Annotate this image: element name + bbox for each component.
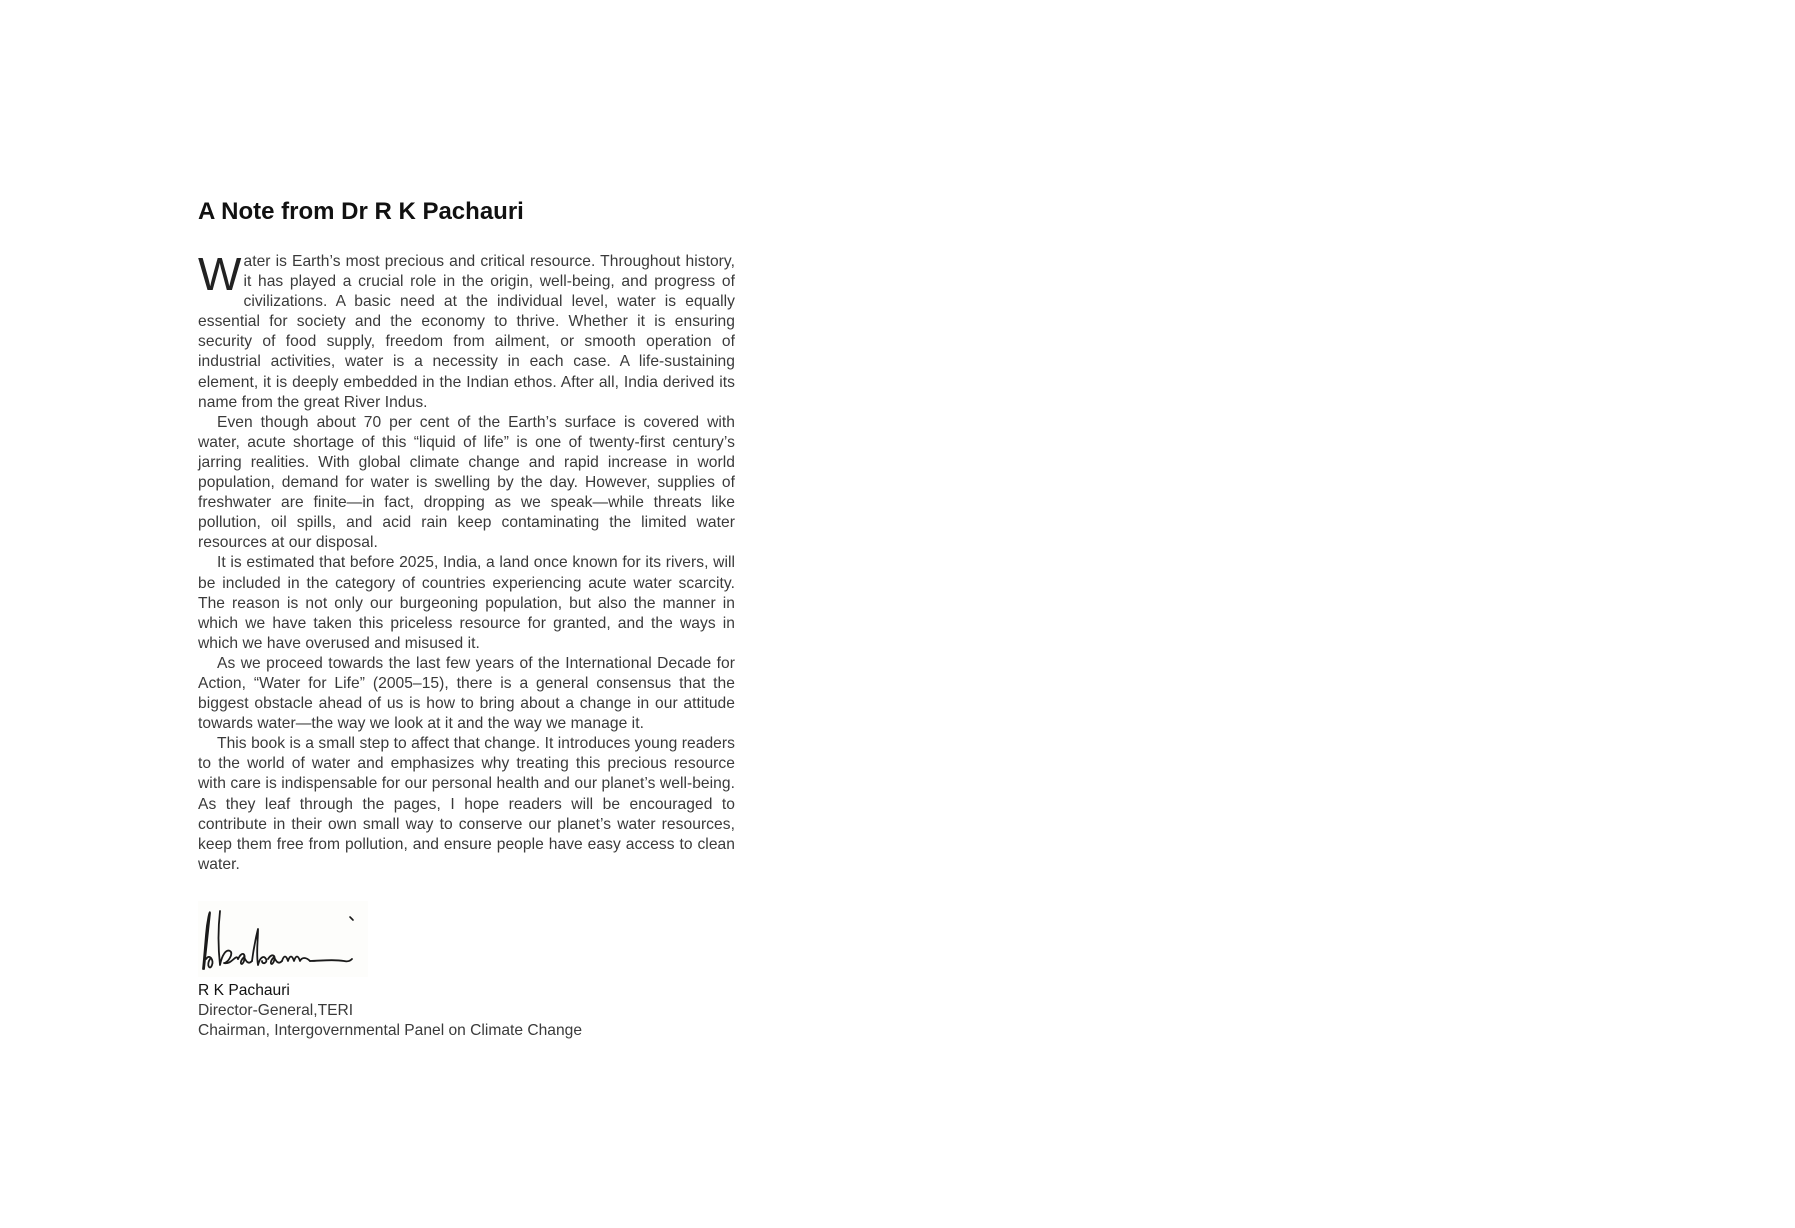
paragraph-4: As we proceed towards the last few years of the International Decade for Action, “Water for Life” (2005–15), there is a general consensus that the biggest obstacle ahead of us is how to bring about a change in our attitude towards water—the way we look at it and the way we manage it. <box>198 654 735 733</box>
signatory-block <box>198 981 735 1041</box>
signatory-name: R K Pachauri <box>198 981 290 999</box>
signatory-title-2: Chairman, Intergovernmental Panel on Climate Change <box>198 1022 582 1040</box>
document-page <box>198 196 735 1041</box>
paragraph-2: Even though about 70 per cent of the Earth’s surface is covered with water, acute shortage of this “liquid of life” is one of twenty-first century’s jarring realities. With global climate change and rapid increase in world population, demand for water is swelling by the day. However, supplies of freshwater are finite—in fact, dropping as we speak—while threats like pollution, oil spills, and acid rain keep contaminating the limited water resources at our disposal. <box>198 413 735 552</box>
body-text <box>198 248 735 875</box>
signatory-title-1: Director-General,TERI <box>198 1002 354 1019</box>
paragraph-1 <box>198 248 735 413</box>
paragraph-1-text: ater is Earth’s most precious and critical resource. Throughout history, it has played a crucial role in the origin, well-being, and progress of civilizations. A basic need at the individual level, water is equally essential for society and the economy to thrive. Whether it is ensuring security of food supply, freedom from ailment, or smooth operation of industrial activities, water is a necessity in each case. A life-sustaining element, it is deeply embedded in the Indian ethos. After all, India derived its name from the great River Indus. <box>198 253 735 411</box>
signature-image <box>198 901 368 977</box>
page-title: A Note from Dr R K Pachauri <box>198 198 524 225</box>
paragraph-5: This book is a small step to affect that change. It introduces young readers to the world of water and emphasizes why treating this precious resource with care is indispensable for our personal health and our planet’s well-being. As they leaf through the pages, I hope readers will be encouraged to contribute in their own small way to conserve our planet’s water resources, keep them free from pollution, and ensure people have easy access to clean water. <box>198 735 735 873</box>
drop-cap: W <box>198 248 242 300</box>
paragraph-3: It is estimated that before 2025, India, a land once known for its rivers, will be included in the category of countries experiencing acute water scarcity. The reason is not only our burgeoning population, but also the manner in which we have taken this priceless resource for granted, and the ways in which we have overused and misused it. <box>198 554 735 652</box>
